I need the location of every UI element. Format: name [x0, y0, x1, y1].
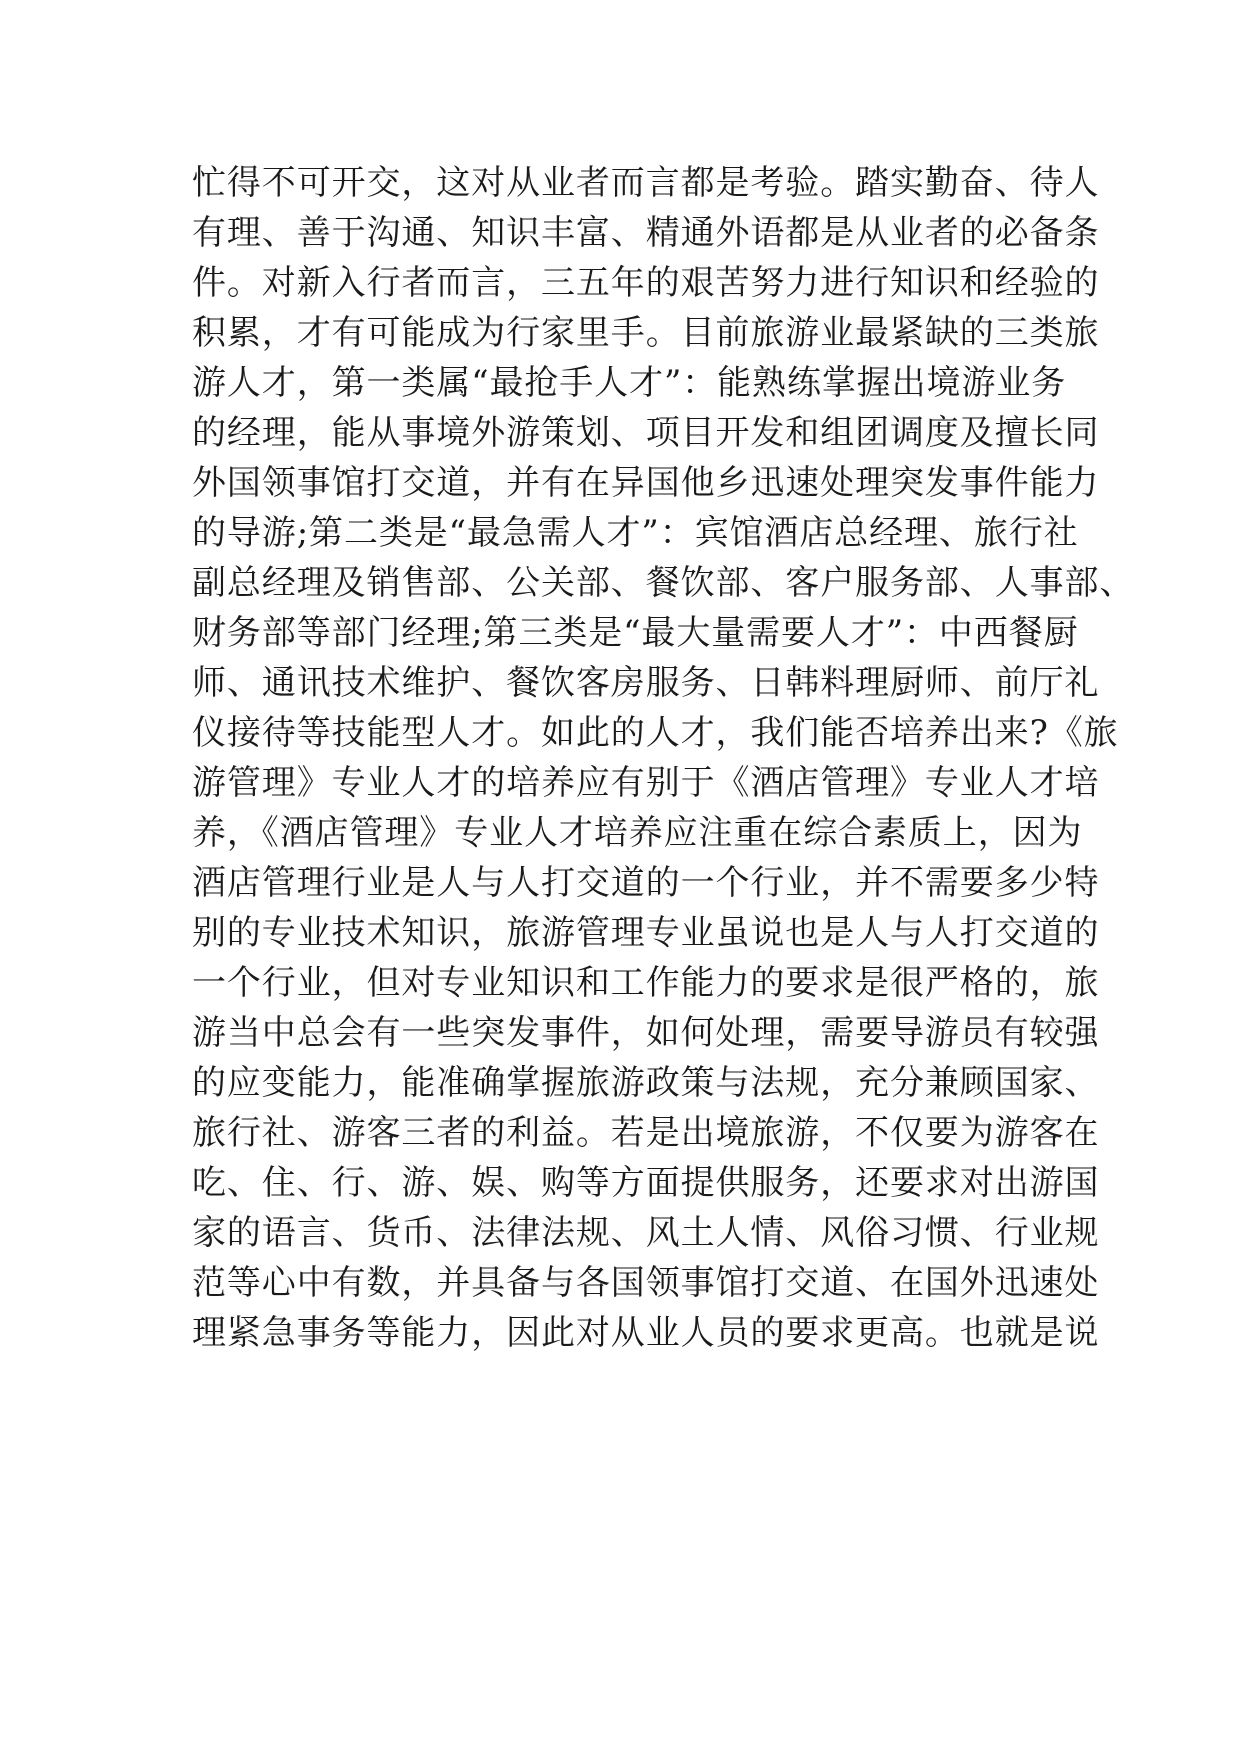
text-line: 游人才，第一类属“最抢手人才”：能熟练掌握出境游业务 [192, 363, 1067, 403]
text-line: 旅行社、游客三者的利益。若是出境旅游，不仅要为游客在 [192, 1113, 1100, 1153]
text-line: 游管理》专业人才的培养应有别于《酒店管理》专业人才培 [192, 763, 1100, 803]
text-line: 忙得不可开交，这对从业者而言都是考验。踏实勤奋、待人 [192, 163, 1100, 203]
text-line: 的应变能力，能准确掌握旅游政策与法规，充分兼顾国家、 [192, 1063, 1100, 1103]
text-line: 财务部等部门经理;第三类是“最大量需要人才”：中西餐厨 [192, 613, 1079, 653]
text-line: 家的语言、货币、法律法规、风土人情、风俗习惯、行业规 [192, 1213, 1100, 1253]
text-line: 副总经理及销售部、公关部、餐饮部、客户服务部、人事部、 [192, 563, 1135, 603]
text-line: 件。对新入行者而言，三五年的艰苦努力进行知识和经验的 [192, 263, 1100, 303]
text-line: 有理、善于沟通、知识丰富、精通外语都是从业者的必备条 [192, 213, 1100, 253]
text-line: 的经理，能从事境外游策划、项目开发和组团调度及擅长同 [192, 413, 1100, 453]
text-line: 仪接待等技能型人才。如此的人才，我们能否培养出来?《旅 [192, 713, 1119, 753]
text-line: 外国领事馆打交道，并有在异国他乡迅速处理突发事件能力 [192, 463, 1100, 503]
text-line: 积累，才有可能成为行家里手。目前旅游业最紧缺的三类旅 [192, 313, 1100, 353]
text-line: 酒店管理行业是人与人打交道的一个行业，并不需要多少特 [192, 863, 1100, 903]
text-line: 养，《酒店管理》专业人才培养应注重在综合素质上，因为 [192, 813, 1083, 853]
text-line: 游当中总会有一些突发事件，如何处理，需要导游员有较强 [192, 1013, 1100, 1053]
text-line: 的导游;第二类是“最急需人才”：宾馆酒店总经理、旅行社 [192, 513, 1079, 553]
text-line: 吃、住、行、游、娱、购等方面提供服务，还要求对出游国 [192, 1163, 1100, 1203]
body-paragraph [192, 158, 1135, 1358]
text-line: 一个行业，但对专业知识和工作能力的要求是很严格的，旅 [192, 963, 1100, 1003]
text-line: 范等心中有数，并具备与各国领事馆打交道、在国外迅速处 [192, 1263, 1100, 1303]
text-line: 别的专业技术知识，旅游管理专业虽说也是人与人打交道的 [192, 913, 1100, 953]
text-line: 师、通讯技术维护、餐饮客房服务、日韩料理厨师、前厅礼 [192, 663, 1100, 703]
text-line: 理紧急事务等能力，因此对从业人员的要求更高。也就是说 [192, 1313, 1100, 1353]
